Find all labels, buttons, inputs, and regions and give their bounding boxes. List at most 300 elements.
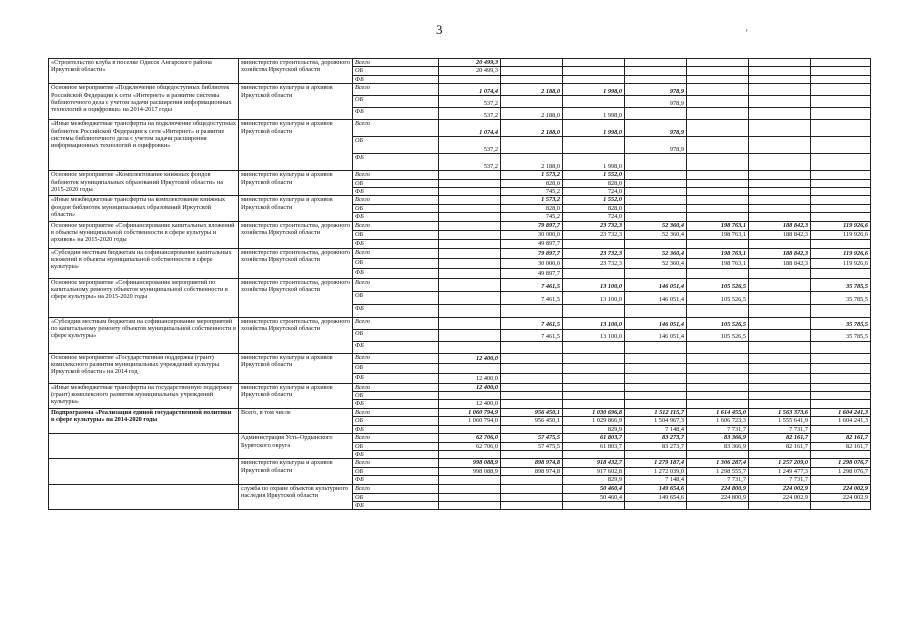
amount-cell [501,400,563,408]
table-row [49,248,871,258]
amount-cell: 12 400,0 [439,353,501,363]
budget-source-cell: ОБ [353,442,439,450]
amount-cell: 79 897,7 [501,221,563,230]
budget-source-cell: ОБ [353,204,439,212]
amount-cell: 198 763,1 [687,248,749,258]
amount-cell [625,341,687,353]
amount-cell [811,373,871,383]
measure-name-cell: Основное мероприятие «Софинансирование капитальных вложений в объекты муниципальной собственности в сфере культуры и архивов» на 2015-2020 годы [49,221,239,248]
amount-cell: 1 606 723,3 [687,417,749,425]
amount-cell [439,75,501,83]
amount-cell: 1 573,2 [501,171,563,179]
amount-cell: 1 998,0 [563,120,625,137]
amount-cell: 978,9 [625,137,687,154]
amount-cell: 829,9 [563,476,625,484]
amount-cell [687,137,749,154]
amount-cell [749,179,811,187]
amount-cell: 20 499,3 [439,59,501,67]
amount-cell: 224 002,9 [749,484,811,493]
measure-name-cell [49,434,239,459]
amount-cell: 898 974,8 [501,459,563,467]
amount-cell: 7 461,5 [501,317,563,329]
amount-cell [501,96,563,108]
margin-mark: ' [746,28,748,38]
amount-cell: 35 785,5 [811,317,871,329]
amount-cell: 146 051,4 [625,317,687,329]
amount-cell: 30 000,0 [501,230,563,239]
table-row [49,221,871,230]
amount-cell: 537,2 [439,137,501,154]
amount-cell [811,304,871,317]
amount-cell [501,341,563,353]
executor-cell: министерство культуры и архивов Иркутской области [239,383,353,408]
amount-cell [687,383,749,391]
amount-cell [811,383,871,391]
amount-cell [501,450,563,458]
table-row [49,317,871,329]
amount-cell: 23 732,3 [563,230,625,239]
amount-cell: 35 785,5 [811,291,871,304]
amount-cell [749,501,811,509]
executor-cell: министерство строительства, дорожного хозяйства Иркутской области [239,317,353,353]
amount-cell: 745,2 [501,213,563,221]
amount-cell [501,137,563,154]
amount-cell: 119 926,6 [811,221,871,230]
amount-cell: 224 002,9 [811,493,871,501]
table-row [49,408,871,416]
amount-cell [749,120,811,137]
amount-cell [439,317,501,329]
budget-source-cell: ФБ [353,400,439,408]
amount-cell [811,154,871,171]
amount-cell: 7 148,4 [625,425,687,433]
amount-cell: 52 360,4 [625,230,687,239]
budget-source-cell: ФБ [353,341,439,353]
amount-cell: 12 400,0 [439,383,501,391]
amount-cell [749,383,811,391]
amount-cell [687,154,749,171]
amount-cell: 62 706,0 [439,434,501,442]
amount-cell [687,196,749,204]
amount-cell [687,353,749,363]
amount-cell: 105 526,5 [687,329,749,341]
amount-cell: 35 785,5 [811,278,871,291]
amount-cell: 1 298 076,7 [811,467,871,475]
budget-source-cell: Всего [353,459,439,467]
amount-cell [501,304,563,317]
amount-cell [501,493,563,501]
budget-source-cell: ФБ [353,476,439,484]
amount-cell [625,268,687,278]
amount-cell [625,67,687,75]
amount-cell: 23 732,3 [563,258,625,268]
budget-source-cell: Всего [353,278,439,291]
amount-cell [687,268,749,278]
amount-cell: 83 366,9 [687,434,749,442]
budget-source-cell: Всего [353,408,439,416]
amount-cell [439,268,501,278]
amount-cell [749,329,811,341]
amount-cell [563,392,625,400]
amount-cell [563,67,625,75]
amount-cell: 20 499,3 [439,67,501,75]
amount-cell: 2 188,0 [501,154,563,171]
amount-cell [563,353,625,363]
amount-cell [811,59,871,67]
amount-cell: 1 298 076,7 [811,459,871,467]
budget-source-cell: Всего [353,221,439,230]
table-row [49,171,871,179]
table-row [49,353,871,363]
amount-cell: 13 100,0 [563,329,625,341]
amount-cell: 1 552,0 [563,171,625,179]
budget-table-body [49,59,871,510]
amount-cell [439,450,501,458]
amount-cell [749,137,811,154]
amount-cell [625,108,687,120]
amount-cell [439,248,501,258]
budget-source-cell: Всего [353,383,439,391]
amount-cell: 1 998,0 [563,108,625,120]
executor-cell: министерство строительства, дорожного хозяйства Иркутской области [239,248,353,278]
amount-cell: 745,2 [501,188,563,196]
amount-cell: 35 785,5 [811,329,871,341]
amount-cell [625,392,687,400]
amount-cell [501,75,563,83]
amount-cell [625,400,687,408]
amount-cell: 918 432,7 [563,459,625,467]
budget-source-cell: ФБ [353,425,439,433]
amount-cell [687,450,749,458]
amount-cell: 82 161,7 [811,434,871,442]
executor-cell: министерство культуры и архивов Иркутской области [239,353,353,383]
amount-cell [687,171,749,179]
measure-name-cell: «Иные межбюджетные трансферты на подключение общедоступных библиотек Российской Федерации к сети «Интернет» и развитие системы библиотечного дела с учетом задачи расширения информационных технологий и оцифровки» [49,120,239,171]
budget-source-cell: Всего [353,84,439,96]
amount-cell [563,239,625,248]
amount-cell [439,291,501,304]
amount-cell: 1 604 241,3 [811,408,871,416]
budget-source-cell: ОБ [353,329,439,341]
amount-cell [439,304,501,317]
amount-cell: 1 512 115,7 [625,408,687,416]
amount-cell [811,171,871,179]
amount-cell: 828,0 [563,179,625,187]
amount-cell [439,363,501,373]
amount-cell [625,188,687,196]
amount-cell: 7 461,5 [501,329,563,341]
amount-cell: 2 188,0 [501,120,563,137]
amount-cell [501,484,563,493]
budget-source-cell: Всего [353,120,439,137]
amount-cell [811,75,871,83]
amount-cell [625,450,687,458]
amount-cell [811,196,871,204]
amount-cell: 146 051,4 [625,329,687,341]
amount-cell: 119 926,6 [811,230,871,239]
amount-cell: 82 161,7 [749,442,811,450]
amount-cell: 198 763,1 [687,221,749,230]
amount-cell: 224 002,9 [811,484,871,493]
amount-cell [687,179,749,187]
budget-source-cell: ФБ [353,154,439,171]
amount-cell [687,392,749,400]
amount-cell: 30 000,0 [501,258,563,268]
amount-cell: 61 803,7 [563,442,625,450]
amount-cell: 917 602,8 [563,467,625,475]
amount-cell [687,363,749,373]
amount-cell [749,67,811,75]
amount-cell [501,476,563,484]
amount-cell [811,363,871,373]
amount-cell: 1 029 866,9 [563,417,625,425]
amount-cell [625,171,687,179]
amount-cell: 198 763,1 [687,230,749,239]
amount-cell [439,476,501,484]
amount-cell: 1 306 287,4 [687,459,749,467]
amount-cell: 188 842,3 [749,221,811,230]
executor-cell: министерство культуры и архивов Иркутской области [239,459,353,484]
amount-cell: 828,0 [501,204,563,212]
executor-cell: служба по охране объектов культурного наследия Иркутской области [239,484,353,510]
measure-name-cell: «Иные межбюджетные трансферты на государственную поддержку (грант) комплексного развития муниципальных учреждений культуры» [49,383,239,408]
table-row [49,383,871,391]
amount-cell: 83 273,7 [625,442,687,450]
amount-cell: 1 998,0 [563,84,625,96]
amount-cell [749,188,811,196]
amount-cell [501,363,563,373]
amount-cell: 7 148,4 [625,476,687,484]
amount-cell [687,84,749,96]
amount-cell: 1 998,0 [563,154,625,171]
amount-cell [625,204,687,212]
amount-cell: 57 475,5 [501,442,563,450]
amount-cell [811,137,871,154]
amount-cell: 198 763,1 [687,258,749,268]
amount-cell [749,213,811,221]
amount-cell [749,291,811,304]
amount-cell [439,171,501,179]
amount-cell: 7 731,7 [687,476,749,484]
amount-cell [811,450,871,458]
budget-source-cell: ФБ [353,304,439,317]
measure-name-cell: Основное мероприятие «Софинансирование мероприятий по капитальному ремонту объектов муниципальной собственности в сфере культуры» на 2015-2020 годы [49,278,239,317]
amount-cell: 62 706,0 [439,442,501,450]
amount-cell: 724,0 [563,188,625,196]
amount-cell: 188 842,3 [749,248,811,258]
amount-cell [625,353,687,363]
amount-cell: 1 272 039,0 [625,467,687,475]
amount-cell: 52 360,4 [625,248,687,258]
amount-cell: 224 800,9 [687,493,749,501]
amount-cell [687,304,749,317]
amount-cell: 23 732,3 [563,248,625,258]
amount-cell [749,353,811,363]
amount-cell: 105 526,5 [687,317,749,329]
amount-cell: 82 161,7 [811,442,871,450]
amount-cell: 1 074,4 [439,120,501,137]
budget-source-cell: Всего [353,171,439,179]
amount-cell: 1 563 373,6 [749,408,811,416]
amount-cell: 149 654,6 [625,484,687,493]
table-row [49,459,871,467]
budget-source-cell: ОБ [353,230,439,239]
amount-cell: 1 504 967,3 [625,417,687,425]
amount-cell: 13 100,0 [563,291,625,304]
amount-cell [749,96,811,108]
table-row [49,278,871,291]
amount-cell [439,501,501,509]
amount-cell [563,363,625,373]
amount-cell: 1 279 187,4 [625,459,687,467]
amount-cell [749,84,811,96]
amount-cell [811,67,871,75]
table-row [49,196,871,204]
amount-cell [687,400,749,408]
amount-cell: 7 461,5 [501,278,563,291]
amount-cell: 537,2 [439,108,501,120]
amount-cell: 2 188,0 [501,84,563,96]
amount-cell: 52 360,4 [625,221,687,230]
measure-name-cell: Основное мероприятие «Государственная поддержка (грант) комплексного развития муниципальных учреждений культуры Иркутской области» на 2014 год [49,353,239,383]
executor-cell: министерство культуры и архивов Иркутской области [239,120,353,171]
amount-cell [625,501,687,509]
executor-cell: Всего, в том числе [239,408,353,433]
amount-cell: 7 461,5 [501,291,563,304]
amount-cell [439,221,501,230]
measure-name-cell: «Субсидии местным бюджетам на софинансирование капитальных вложений в объекты муниципальной собственности в сфере культуры» [49,248,239,278]
budget-source-cell: ОБ [353,258,439,268]
amount-cell [687,501,749,509]
amount-cell [501,383,563,391]
table-row [49,484,871,493]
executor-cell: министерство культуры и архивов Иркутской области [239,196,353,221]
amount-cell: 1 552,0 [563,196,625,204]
budget-source-cell: Всего [353,196,439,204]
amount-cell [501,353,563,363]
budget-source-cell: ОБ [353,417,439,425]
amount-cell [439,341,501,353]
budget-source-cell: ОБ [353,137,439,154]
amount-cell: 57 475,5 [501,434,563,442]
amount-cell: 188 842,3 [749,258,811,268]
amount-cell: 23 732,3 [563,221,625,230]
amount-cell [687,188,749,196]
amount-cell [811,400,871,408]
amount-cell [563,501,625,509]
amount-cell: 79 897,7 [501,248,563,258]
amount-cell [563,373,625,383]
amount-cell: 12 400,0 [439,373,501,383]
amount-cell: 1 074,4 [439,84,501,96]
amount-cell [439,278,501,291]
amount-cell [811,84,871,96]
amount-cell [749,171,811,179]
budget-source-cell: Всего [353,484,439,493]
amount-cell: 7 731,7 [749,476,811,484]
amount-cell [563,450,625,458]
amount-cell: 956 450,1 [501,408,563,416]
amount-cell: 1 298 555,7 [687,467,749,475]
amount-cell [501,392,563,400]
amount-cell [687,213,749,221]
amount-cell [811,341,871,353]
amount-cell [749,373,811,383]
amount-cell: 978,9 [625,84,687,96]
amount-cell [439,188,501,196]
executor-cell: министерство культуры и архивов Иркутской области [239,171,353,196]
amount-cell: 537,2 [439,154,501,171]
amount-cell [501,501,563,509]
budget-source-cell: ФБ [353,373,439,383]
amount-cell: 1 249 477,3 [749,467,811,475]
amount-cell: 105 526,5 [687,278,749,291]
amount-cell [687,341,749,353]
measure-name-cell [49,459,239,484]
amount-cell [749,450,811,458]
amount-cell: 7 731,7 [687,425,749,433]
amount-cell [811,425,871,433]
budget-source-cell: ОБ [353,363,439,373]
amount-cell [439,196,501,204]
budget-source-cell: ФБ [353,213,439,221]
amount-cell [811,213,871,221]
amount-cell: 978,9 [625,96,687,108]
amount-cell [811,476,871,484]
budget-source-cell: Всего [353,59,439,67]
amount-cell [749,304,811,317]
amount-cell [811,120,871,137]
budget-source-cell: ОБ [353,392,439,400]
amount-cell [625,154,687,171]
amount-cell [563,137,625,154]
amount-cell: 828,0 [501,179,563,187]
budget-source-cell: Всего [353,434,439,442]
amount-cell [811,501,871,509]
budget-source-cell: ФБ [353,239,439,248]
amount-cell: 105 526,5 [687,291,749,304]
amount-cell: 52 360,4 [625,258,687,268]
amount-cell [625,213,687,221]
amount-cell [811,239,871,248]
amount-cell: 149 654,6 [625,493,687,501]
amount-cell: 13 100,0 [563,278,625,291]
amount-cell [749,392,811,400]
amount-cell [811,179,871,187]
amount-cell [811,96,871,108]
amount-cell [749,278,811,291]
amount-cell [811,268,871,278]
amount-cell [563,304,625,317]
amount-cell [687,204,749,212]
amount-cell: 50 460,4 [563,484,625,493]
budget-table [48,58,871,510]
budget-source-cell: ОБ [353,493,439,501]
amount-cell [749,204,811,212]
amount-cell: 898 974,8 [501,467,563,475]
amount-cell [749,317,811,329]
amount-cell [625,196,687,204]
amount-cell [439,329,501,341]
measure-name-cell: Основное мероприятие «Подключение общедоступных библиотек Российской Федерации к сети «Интернет» и развитие системы библиотечного дела с учетом задачи расширения информационных технологий и оцифровки» на 2014-2017 годы [49,84,239,120]
amount-cell: 188 842,3 [749,230,811,239]
budget-source-cell: ОБ [353,291,439,304]
budget-source-cell: ФБ [353,450,439,458]
amount-cell: 998 088,9 [439,459,501,467]
amount-cell: 7 731,7 [749,425,811,433]
table-row [49,59,871,67]
amount-cell: 12 400,0 [439,400,501,408]
